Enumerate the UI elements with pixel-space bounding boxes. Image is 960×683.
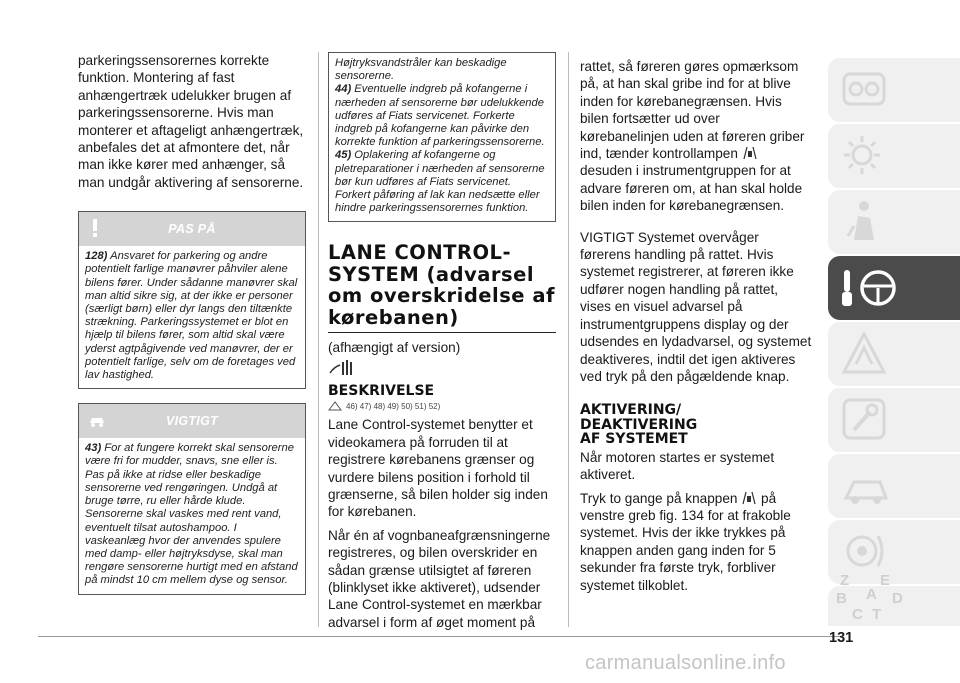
heading-rule: [328, 332, 556, 333]
important-box-header: [79, 404, 305, 438]
paragraph-continuation: [580, 58, 812, 215]
lane-button-icon: [741, 490, 757, 506]
description-heading: BESKRIVELSE: [328, 382, 435, 399]
tab-steering-key[interactable]: [828, 256, 960, 320]
box-continuation: Højtryksvandstråler kan beskadige sensorerne.: [335, 57, 507, 83]
button-paragraph-a: Tryk to gange på knappen: [580, 490, 738, 506]
steering-wheel-key-icon: [840, 262, 900, 314]
note-45: [335, 149, 549, 215]
lane-control-icon: [328, 359, 354, 377]
important-text: For at fungere korrekt skal sensorerne være fri for mudder, snavs, sne eller is. Pas på ikke at ridse eller beskadige sensorerne ved rengøringen. Undgå at bruge tørre, ru eller hårde klude. Sensorerne skal vaskes med rent vand, eventuelt tilsat autoshampoo. I vaskeanlæg hvor der anvendes spulere med damp- eller højtryksdyse, skal man rengøre sensorerne hurtigt med en afstand på mindst 10 cm mellem dyse og sensor.: [85, 442, 298, 587]
important-number: 43): [85, 442, 102, 455]
references-row: [328, 400, 556, 412]
note-44: [335, 83, 549, 149]
column-separator: [318, 52, 319, 627]
note-44-text: Eventuelle indgreb på kofangerne i nærheden af sensorerne bør udelukkende udføres af Fiats servicenet. Forkerte indgreb på kofangerne kan påvirke den korrekte funktion af parkeringssensorerne.: [335, 83, 545, 149]
startup-paragraph: Når motoren startes er systemet aktiveret.: [580, 449, 775, 483]
car-dashboard-icon: [840, 64, 892, 114]
index-letter-c: C: [852, 606, 863, 623]
index-letter-a: A: [866, 586, 877, 603]
technical-data-icon: [840, 460, 892, 510]
page-number: 131: [829, 630, 854, 646]
paragraph-continuation-a: rattet, så føreren gøres opmærksom på, at han skal gribe ind for at blive inden for kørebanegrænsen. Hvis bilen fortsætter ud over kørebanelinjen uden at føreren griber ind, tænder kontrollampen: [580, 59, 805, 162]
important-paragraph: VIGTIGT Systemet overvåger førerens handling på rattet. Hvis systemet registrerer, at føreren ikke udfører nogen handling på rattet, vises en visuel advarsel på instrumentgruppens display og der udsendes en lydadvarsel, og systemet deaktiveres, indtil det igen aktiveres ved tryk på den pågældende knap.: [580, 229, 812, 384]
sun-light-icon: [840, 130, 892, 180]
warning-box-header: [79, 212, 305, 246]
tab-technical-data[interactable]: [828, 454, 960, 518]
button-paragraph-b: på venstre greb fig. 134 for at frakoble systemet. Hvis der ikke trykkes på knappen anden gang inden for 5 sekunder fra første tryk, forbliver systemet tilkoblet.: [580, 490, 791, 593]
important-title: VIGTIGT: [165, 414, 219, 429]
tab-airbag-seat[interactable]: [828, 190, 960, 254]
index-letter-e: E: [880, 572, 891, 589]
notes-box: [328, 52, 556, 222]
tab-lights[interactable]: [828, 124, 960, 188]
multimedia-icon: [840, 526, 892, 576]
section-heading: LANE CONTROL-SYSTEM (advarsel om overskridelse af kørebanen): [328, 241, 555, 329]
important-box: [78, 403, 306, 594]
lane-warning-lamp-icon: [742, 145, 758, 161]
paragraph-1: Lane Control-systemet benytter et videokamera på forruden til at registrere kørebanens grænser og vurdere bilens position i forhold til grænserne, så bilen holder sig inden for kørebanen.: [328, 417, 548, 520]
column-2: [328, 52, 556, 631]
column-separator-2: [568, 52, 569, 627]
tab-service[interactable]: [828, 388, 960, 452]
warning-box: [78, 211, 306, 389]
index-letter-t: T: [872, 606, 882, 623]
watermark: carmanualsonline.info: [585, 652, 786, 674]
column-1: [78, 52, 306, 595]
activation-heading: AKTIVERING/ DEAKTIVERING AF SYSTEMET: [580, 402, 698, 448]
warning-number: 128): [85, 250, 108, 263]
tab-warning-road[interactable]: [828, 322, 960, 386]
important-body: [79, 438, 305, 593]
hand-warning-icon: [328, 400, 342, 412]
index-letter-z: Z: [840, 572, 850, 589]
index-letter-b: B: [836, 590, 847, 607]
reference-numbers: 46) 47) 48) 49) 50) 51) 52): [346, 401, 441, 411]
tab-index[interactable]: [828, 572, 960, 626]
intro-paragraph: parkeringssensorernes korrekte funktion. Montering af fast anhængertræk udelukker brugen af parkeringssensorerne. Hvis man monterer et aftageligt anhængertræk, anbefales det at afmontere det, når man ikke kører med anhænger, så man undgår aktivering af sensorerne.: [78, 53, 304, 190]
warning-title: PAS PÅ: [168, 222, 216, 237]
note-44-number: 44): [335, 83, 352, 96]
note-45-number: 45): [335, 149, 352, 162]
airbag-seat-icon: [840, 196, 892, 246]
warning-body: [79, 246, 305, 388]
road-warning-icon: [840, 328, 892, 378]
index-letter-d: D: [892, 590, 903, 607]
button-paragraph: [580, 490, 812, 594]
wrench-service-icon: [840, 394, 892, 444]
version-note: (afhængigt af version): [328, 340, 461, 356]
column-3: [580, 58, 812, 594]
footer-rule: [38, 636, 840, 637]
warning-text: Ansvaret for parkering og andre potentielt farlige manøvrer påhviler alene bilens fører. Under sådanne manøvrer skal man altid sikre sig, at der ikke er personer (særligt børn) eller dyr langs den tiltænkte strækning. Parkeringssystemet er blot en hjælp til bilens fører, som altid skal være yderst agtpågivende ved manøvrer, der er potentielt farlige, selv om de foretages ved lav hastighed.: [85, 250, 298, 382]
note-45-text: Oplakering af kofangerne og pletreparationer i nærheden af sensorerne bør kun udføres af Fiats servicenet. Forkert påføring af lak kan nedsætte eller hindre parkeringssensorernes funktion.: [335, 149, 545, 215]
index-letters: [836, 572, 906, 626]
paragraph-2: Når én af vognbaneafgrænsningerne registreres, og bilen overskrider en sådan grænse utilsigtet af føreren (blinklyset ikke aktiveret), udsender Lane Control-systemet en mærkbar advarsel i form af øget moment på: [328, 527, 551, 630]
paragraph-continuation-b: desuden i instrumentgruppen for at advare føreren om, at han skal holde bilen inden for kørebanegrænsen.: [580, 163, 803, 214]
tab-car-dashboard[interactable]: [828, 58, 960, 122]
